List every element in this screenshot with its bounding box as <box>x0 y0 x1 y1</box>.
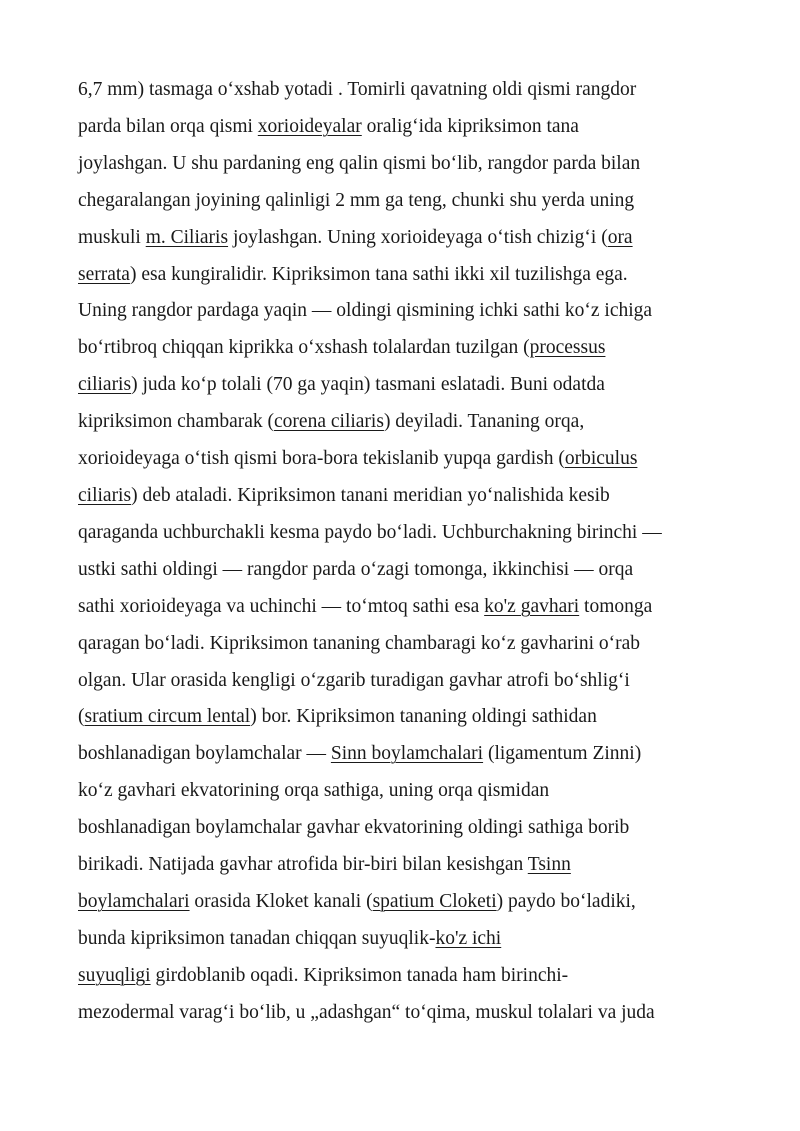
text-segment: chegaralangan joyining qalinligi 2 mm ga teng, chunki shu yerda uning <box>78 189 635 211</box>
text-line <box>78 293 738 330</box>
text-segment: xorioideyaga oʻtish qismi bora-bora tekislanib yupqa gardish ( <box>78 448 565 470</box>
text-segment: boʻrtibroq chiqqan kiprikka oʻxshash tolalardan tuzilgan ( <box>78 337 530 359</box>
text-line <box>78 146 738 183</box>
text-line <box>78 72 738 109</box>
text-segment: Uning rangdor pardaga yaqin — oldingi qismining ichki sathi koʻz ichiga <box>78 300 653 322</box>
text-segment: bunda kipriksimon tanadan chiqqan suyuqlik- <box>78 927 436 949</box>
text-segment: boshlanadigan boylamchalar gavhar ekvatorining oldingi sathiga borib <box>78 817 630 839</box>
text-line <box>78 773 738 810</box>
hyperlink[interactable]: boylamchalari <box>78 890 190 912</box>
text-segment: oraligʻida kipriksimon tana <box>361 115 579 137</box>
hyperlink[interactable]: xorioideyalar <box>257 115 362 137</box>
text-segment: ) juda koʻp tolali (70 ga yaqin) tasmani eslatadi. Buni odatda <box>131 374 605 396</box>
hyperlink[interactable]: suyuqligi <box>78 964 151 986</box>
text-segment: sathi xorioideyaga va uchinchi — toʻmtoq sathi esa <box>78 595 485 617</box>
text-segment: ustki sathi oldingi — rangdor parda oʻzagi tomonga, ikkinchisi — orqa <box>78 558 634 580</box>
text-line <box>78 995 738 1032</box>
text-line <box>78 626 738 663</box>
text-line <box>78 367 738 404</box>
text-line <box>78 404 738 441</box>
text-segment: (ligamentum Zinni) <box>483 743 642 765</box>
text-line <box>78 183 738 220</box>
hyperlink[interactable]: corena ciliaris <box>274 411 384 433</box>
text-line <box>78 958 738 995</box>
text-line <box>78 441 738 478</box>
hyperlink[interactable]: ko'z gavhari <box>484 595 580 617</box>
hyperlink[interactable]: processus <box>529 337 606 359</box>
hyperlink[interactable]: serrata <box>78 263 130 285</box>
text-line <box>78 589 738 626</box>
text-segment: mezodermal varagʻi boʻlib, u „adashgan“ toʻqima, muskul tolalari va juda <box>78 1001 655 1023</box>
hyperlink[interactable]: Sinn boylamchalari <box>330 743 484 765</box>
hyperlink[interactable]: ko'z ichi <box>435 927 502 949</box>
text-segment: qaragan boʻladi. Kipriksimon tananing chambaragi koʻz gavharini oʻrab <box>78 632 641 654</box>
text-line <box>78 109 738 146</box>
text-segment: orasida Kloket kanali ( <box>189 890 373 912</box>
text-line <box>78 220 738 257</box>
hyperlink[interactable]: ciliaris <box>78 374 132 396</box>
text-segment: parda bilan orqa qismi <box>78 115 258 137</box>
body-text <box>78 72 738 1032</box>
hyperlink[interactable]: Tsinn <box>527 854 571 876</box>
text-segment: boshlanadigan boylamchalar — <box>78 743 331 765</box>
text-segment: ) deyiladi. Tananing orqa, <box>383 411 585 433</box>
text-line <box>78 515 738 552</box>
text-segment: ) bor. Kipriksimon tananing oldingi sathidan <box>250 706 597 728</box>
text-line <box>78 921 738 958</box>
text-segment: birikadi. Natijada gavhar atrofida bir-biri bilan kesishgan <box>78 854 528 876</box>
text-segment: ) paydo boʻladiki, <box>496 890 636 912</box>
text-line <box>78 552 738 589</box>
text-segment: qaraganda uchburchakli kesma paydo boʻladi. Uchburchakning birinchi — <box>78 521 662 543</box>
text-segment: 6,7 mm) tasmaga oʻxshab yotadi . Tomirli qavatning oldi qismi rangdor <box>78 79 637 100</box>
text-segment: girdoblanib oqadi. Kipriksimon tanada ham birinchi- <box>150 964 569 986</box>
text-line <box>78 736 738 773</box>
text-segment: joylashgan. Uning xorioideyaga oʻtish chizigʻi ( <box>228 226 608 248</box>
text-line <box>78 699 738 736</box>
hyperlink[interactable]: orbiculus <box>564 448 638 470</box>
text-line <box>78 810 738 847</box>
text-segment: ) deb ataladi. Kipriksimon tanani meridian yoʻnalishida kesib <box>131 484 610 506</box>
text-segment: ( <box>78 706 85 728</box>
text-line <box>78 663 738 700</box>
text-segment: kipriksimon chambarak ( <box>78 411 275 433</box>
text-segment: tomonga <box>579 595 653 617</box>
hyperlink[interactable]: sratium circum lental <box>84 706 251 728</box>
text-segment: olgan. Ular orasida kengligi oʻzgarib turadigan gavhar atrofi boʻshligʻi <box>78 669 630 691</box>
text-segment: ) esa kungiralidir. Kipriksimon tana sathi ikki xil tuzilishga ega. <box>129 263 628 285</box>
text-line <box>78 330 738 367</box>
hyperlink[interactable]: spatium Cloketi <box>372 890 497 912</box>
text-line <box>78 847 738 884</box>
text-segment: koʻz gavhari ekvatorining orqa sathiga, uning orqa qismidan <box>78 780 550 802</box>
text-segment: muskuli <box>78 226 146 248</box>
hyperlink[interactable]: m. Ciliaris <box>145 226 229 248</box>
text-segment: joylashgan. U shu pardaning eng qalin qismi boʻlib, rangdor parda bilan <box>78 152 641 174</box>
text-line <box>78 478 738 515</box>
text-line <box>78 257 738 294</box>
text-line <box>78 884 738 921</box>
hyperlink[interactable]: ciliaris <box>78 484 132 506</box>
hyperlink[interactable]: ora <box>607 226 633 248</box>
